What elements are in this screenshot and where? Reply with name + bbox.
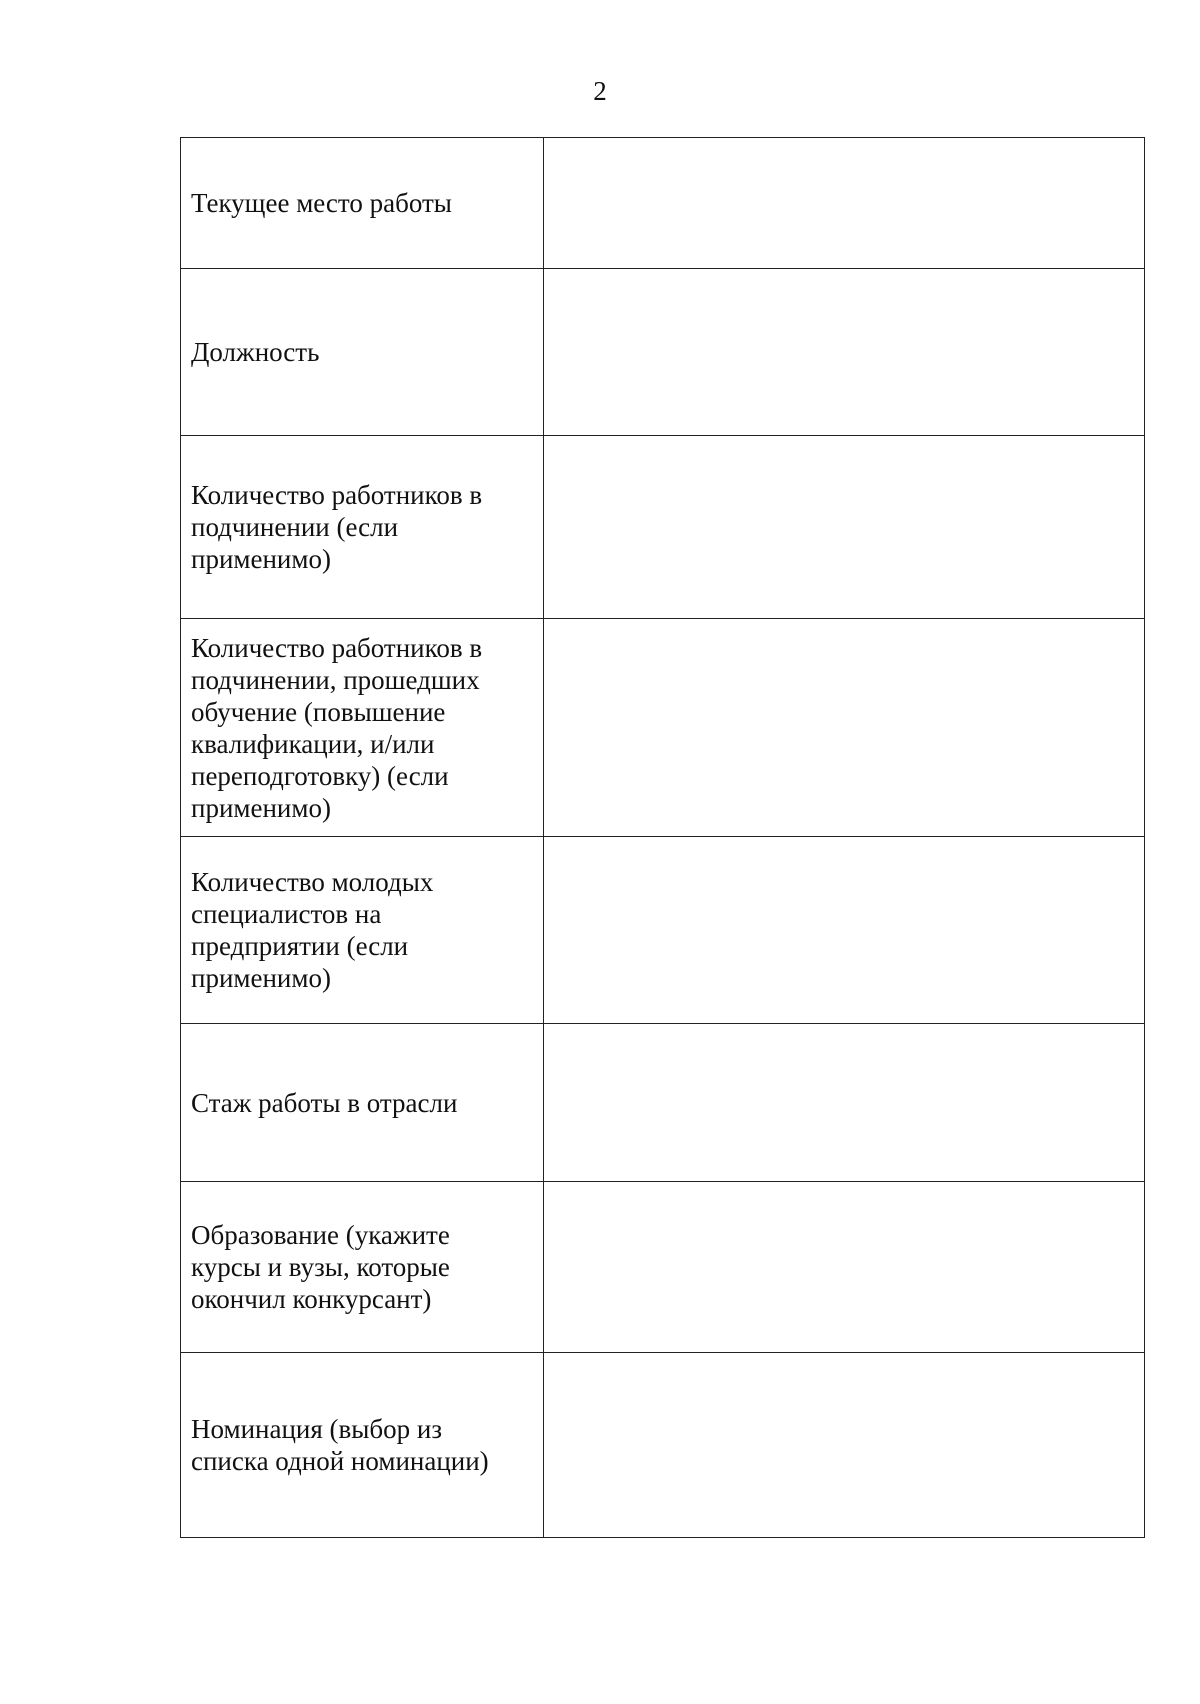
row-label [181, 619, 544, 837]
row-label [181, 269, 544, 436]
row-label [181, 1182, 544, 1353]
form-row-young-specialists [181, 837, 1145, 1024]
form-row-industry-experience [181, 1024, 1145, 1182]
position-field[interactable] [544, 269, 1145, 436]
row-label [181, 138, 544, 269]
education-field[interactable] [544, 1182, 1145, 1353]
row-label [181, 837, 544, 1024]
position-label: Должность [191, 337, 320, 367]
form-row-position [181, 269, 1145, 436]
industry-experience-field[interactable] [544, 1024, 1145, 1182]
young-specialists-label: Количество молодых специалистов на предприятии (если применимо) [191, 867, 434, 993]
current-workplace-field[interactable] [544, 138, 1145, 269]
young-specialists-field[interactable] [544, 837, 1145, 1024]
form-row-subordinates-count [181, 436, 1145, 619]
form-row-education [181, 1182, 1145, 1353]
subordinates-count-field[interactable] [544, 436, 1145, 619]
row-label [181, 1353, 544, 1538]
nomination-label: Номинация (выбор из списка одной номинации) [191, 1414, 489, 1476]
education-label: Образование (укажите курсы и вузы, которые окончил конкурсант) [191, 1220, 450, 1314]
form-row-current-workplace [181, 138, 1145, 269]
subordinates-count-label: Количество работников в подчинении (если применимо) [191, 480, 483, 574]
trained-subordinates-label: Количество работников в подчинении, прошедших обучение (повышение квалификации, и/или переподготовку) (если применимо) [191, 632, 483, 823]
industry-experience-label: Стаж работы в отрасли [191, 1087, 458, 1118]
trained-subordinates-field[interactable] [544, 619, 1145, 837]
row-label [181, 436, 544, 619]
form-row-trained-subordinates [181, 619, 1145, 837]
application-form-table [180, 137, 1145, 1538]
row-label [181, 1024, 544, 1182]
current-workplace-label: Текущее место работы [191, 188, 452, 218]
page-number: 2 [593, 76, 607, 106]
nomination-field[interactable] [544, 1353, 1145, 1538]
form-row-nomination [181, 1353, 1145, 1538]
